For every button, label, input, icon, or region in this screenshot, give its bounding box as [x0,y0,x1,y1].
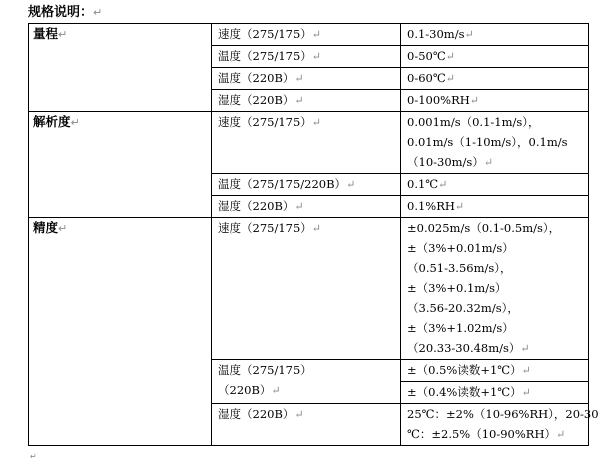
value-text: 0.1-30m/s [407,27,465,41]
param-label: 速度（275/175） [218,27,312,41]
param-cell: 湿度（220B）↵ [212,404,401,446]
value-cell: 0.1℃↵ [401,174,589,196]
param-cell: 湿度（220B）↵ [212,90,401,112]
category-resolution: 解析度↵ [29,112,212,218]
param-label: 温度（275/175） [218,49,312,63]
spec-title [28,4,102,22]
value-cell: 0-100%RH↵ [401,90,589,112]
value-cell [401,112,589,174]
value-line: ±（3%+1.02m/s） [407,321,514,335]
category-label: 量程 [33,26,59,41]
value-cell: 0-50℃↵ [401,46,589,68]
param-line-wrap: （220B）↵ [218,383,281,397]
param-label: （220B） [218,383,272,397]
param-label: 温度（275/175） [218,363,312,377]
category-accuracy: 精度↵ [29,218,212,446]
value-text: 0.1℃ [407,177,439,191]
value-cell: ±（0.4%读数+1℃）↵ [401,382,589,404]
value-line: 0.001m/s（0.1-1m/s）， [407,115,540,129]
param-cell: 温度（220B）↵ [212,68,401,90]
value-line: ±0.025m/s（0.1-0.5m/s）， [407,221,561,235]
value-line: （10-30m/s） [407,155,484,169]
value-line-wrap: （20.33-30.48m/s）↵ [407,341,530,355]
param-label: 湿度（220B） [218,199,295,213]
value-cell: 0.1-30m/s↵ [401,24,589,46]
value-line: （20.33-30.48m/s） [407,341,521,355]
value-line: ±（3%+0.01m/s） [407,241,514,255]
value-line: ±（3%+0.1m/s） [407,281,507,295]
value-text: 0-50℃ [407,49,446,63]
param-cell: 温度（275/175）↵ [212,46,401,68]
param-cell: 速度（275/175）↵ [212,112,401,174]
value-line: ℃：±2.5%（10-90%RH） [407,427,556,441]
value-text: 0-60℃ [407,71,446,85]
value-cell: 0.1%RH↵ [401,196,589,218]
param-label: 湿度（220B） [218,93,295,107]
value-cell: 0-60℃↵ [401,68,589,90]
value-cell [401,218,589,360]
table-row [29,218,589,360]
param-label: 温度（275/175/220B） [218,177,347,191]
param-cell: 温度（275/175/220B）↵ [212,174,401,196]
param-cell: 速度（275/175）↵ [212,24,401,46]
value-line: （0.51-3.56m/s）， [407,261,512,275]
table-row [29,112,589,174]
spec-title-text: 规格说明： [28,5,94,20]
value-text: ±（0.5%读数+1℃） [407,363,522,377]
spec-table [28,23,599,446]
value-line: （3.56-20.32m/s）， [407,301,519,315]
param-cell: 速度（275/175）↵ [212,218,401,360]
value-text: 0.1%RH [407,199,455,213]
value-line-wrap: （10-30m/s）↵ [407,155,494,169]
value-line: 25℃：±2%（10-96%RH），20-30 [407,407,599,421]
category-range: 量程↵ [29,24,212,112]
param-label: 湿度（220B） [218,407,295,421]
param-label: 速度（275/175） [218,221,312,235]
param-cell: 湿度（220B）↵ [212,196,401,218]
value-line: 0.01m/s（1-10m/s），0.1m/s [407,135,568,149]
value-text: 0-100%RH [407,93,470,107]
param-cell [212,360,401,404]
value-cell [401,404,599,446]
paragraph-mark: ↵ [93,6,103,19]
param-label: 温度（220B） [218,71,295,85]
value-text: ±（0.4%读数+1℃） [407,385,522,399]
table-row [29,24,589,46]
value-cell: ±（0.5%读数+1℃）↵ [401,360,589,382]
category-label: 解析度 [33,114,71,129]
category-label: 精度 [33,220,59,235]
param-label: 速度（275/175） [218,115,312,129]
end-mark: ↵ [30,452,37,461]
value-line-wrap: ℃：±2.5%（10-90%RH）↵ [407,427,566,441]
